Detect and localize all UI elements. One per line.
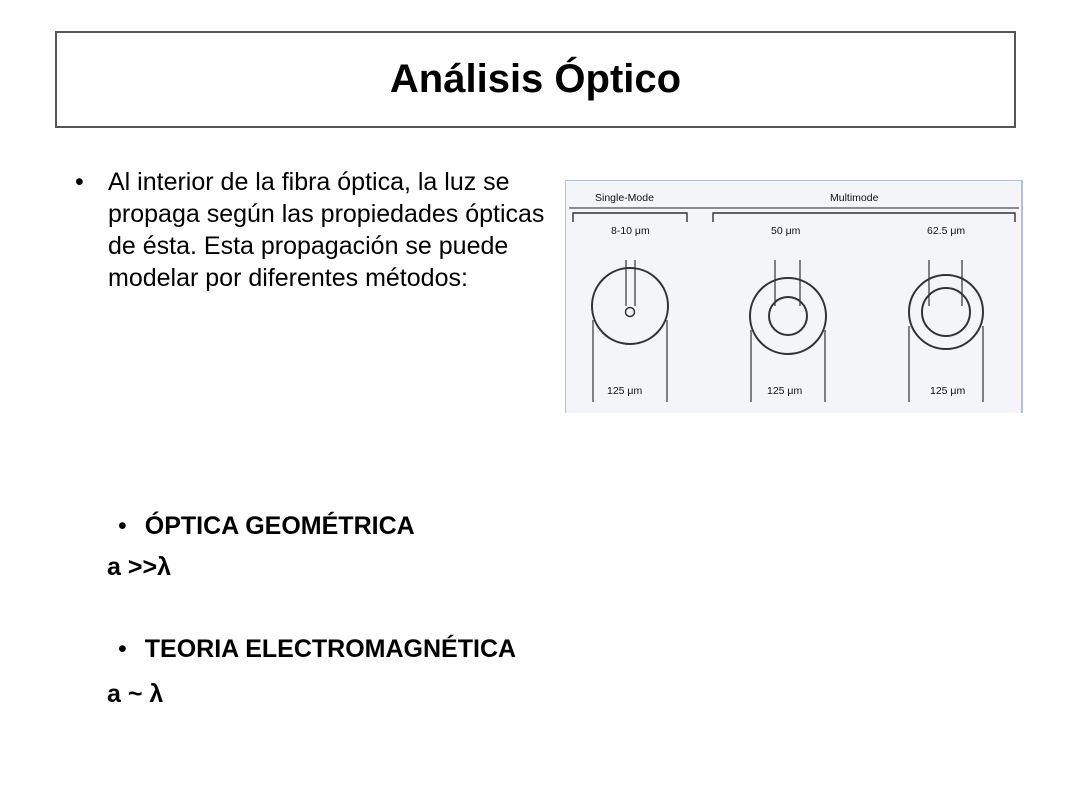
fiber-diagram-svg [565,180,1023,413]
method-item-geometric [118,512,415,541]
geometric-condition [107,553,171,582]
condition-prefix: a >> [107,553,158,581]
condition-symbol: λ [157,553,171,581]
title-box [55,31,1016,128]
method-item-electromagnetic [118,635,516,664]
method-bullet: • [118,512,127,540]
fiber-2-cladding-label: 125 μm [767,385,803,397]
method-bullet: • [118,635,127,663]
fiber-1-core-label: 8-10 μm [611,225,650,237]
fiber-diagram [565,180,1023,413]
condition-symbol: λ [149,680,164,708]
electromagnetic-condition [107,680,163,709]
condition-prefix: a ~ [107,680,143,708]
intro-bullet: • [75,168,84,196]
intro-paragraph [75,166,555,294]
method-name: TEORIA ELECTROMAGNÉTICA [144,635,517,663]
fiber-3-cladding-label: 125 μm [930,385,966,397]
fiber-3-core-label: 62.5 μm [927,225,966,237]
method-name: ÓPTICA GEOMÉTRICA [144,512,415,540]
single-mode-label: Single-Mode [595,192,654,204]
diagram-background [565,180,1023,413]
fiber-1-cladding-label: 125 μm [607,385,643,397]
slide-title: Análisis Óptico [389,57,682,101]
multimode-label: Multimode [830,192,879,204]
intro-text: Al interior de la fibra óptica, la luz se propaga según las propiedades ópticas de ésta. Esta propagación se puede modelar por diferentes métodos: [108,168,545,292]
fiber-2-core-label: 50 μm [771,225,801,237]
